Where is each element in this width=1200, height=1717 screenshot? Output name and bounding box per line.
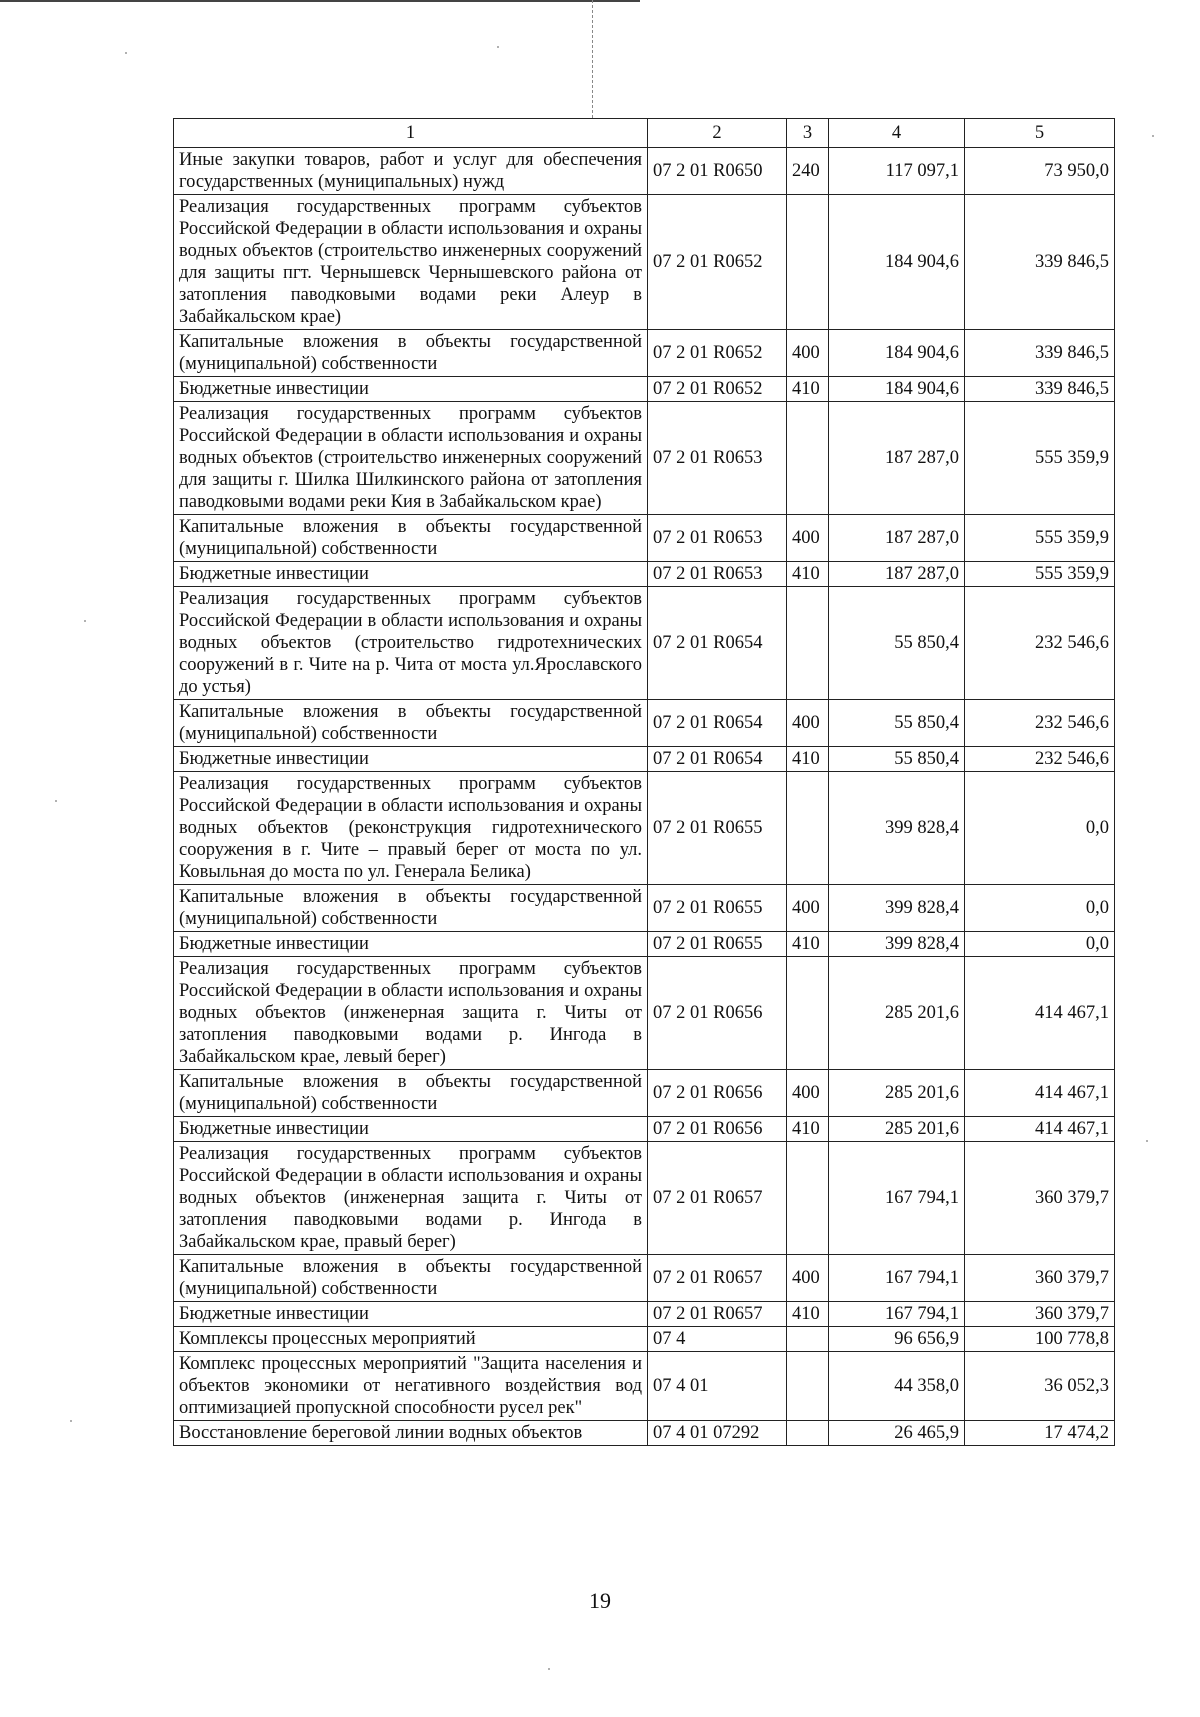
scan-speck: [55, 800, 57, 802]
scan-speck: [125, 52, 127, 54]
row-expense-type: 400: [787, 1070, 829, 1117]
row-name: Бюджетные инвестиции: [174, 562, 648, 587]
row-expense-type: [787, 772, 829, 885]
row-amount-col4: 55 850,4: [829, 587, 965, 700]
row-amount-col5: 0,0: [965, 932, 1115, 957]
row-amount-col5: 414 467,1: [965, 957, 1115, 1070]
row-amount-col4: 285 201,6: [829, 1117, 965, 1142]
row-amount-col5: 232 546,6: [965, 587, 1115, 700]
row-code: 07 2 01 R0655: [648, 932, 787, 957]
row-amount-col4: 44 358,0: [829, 1352, 965, 1421]
row-expense-type: 410: [787, 1302, 829, 1327]
row-name: Восстановление береговой линии водных объектов: [174, 1421, 648, 1446]
row-amount-col4: 184 904,6: [829, 195, 965, 330]
table-row: [174, 562, 1115, 587]
row-name: Капитальные вложения в объекты государственной (муниципальной) собственности: [174, 885, 648, 932]
row-code: 07 2 01 R0650: [648, 148, 787, 195]
budget-table: [173, 118, 1115, 1446]
row-amount-col5: 555 359,9: [965, 402, 1115, 515]
table-row: [174, 1117, 1115, 1142]
row-amount-col4: 285 201,6: [829, 1070, 965, 1117]
row-name: Капитальные вложения в объекты государственной (муниципальной) собственности: [174, 1070, 648, 1117]
row-expense-type: [787, 402, 829, 515]
header-col-4: 4: [829, 119, 965, 148]
table-row: [174, 1327, 1115, 1352]
row-code: 07 2 01 R0654: [648, 700, 787, 747]
row-name: Комплексы процессных мероприятий: [174, 1327, 648, 1352]
row-amount-col4: 117 097,1: [829, 148, 965, 195]
table-row: [174, 330, 1115, 377]
row-expense-type: 400: [787, 515, 829, 562]
row-amount-col5: 232 546,6: [965, 747, 1115, 772]
table-row: [174, 1302, 1115, 1327]
row-code: 07 2 01 R0652: [648, 195, 787, 330]
table-row: [174, 148, 1115, 195]
row-name: Бюджетные инвестиции: [174, 1302, 648, 1327]
row-name: Бюджетные инвестиции: [174, 377, 648, 402]
row-code: 07 2 01 R0652: [648, 330, 787, 377]
row-code: 07 2 01 R0653: [648, 402, 787, 515]
row-code: 07 2 01 R0653: [648, 562, 787, 587]
row-expense-type: [787, 957, 829, 1070]
row-amount-col5: 414 467,1: [965, 1070, 1115, 1117]
table-row: [174, 1255, 1115, 1302]
row-amount-col5: 73 950,0: [965, 148, 1115, 195]
table-row: [174, 747, 1115, 772]
table-row: [174, 1142, 1115, 1255]
table-row: [174, 1070, 1115, 1117]
row-expense-type: 410: [787, 932, 829, 957]
row-name: Реализация государственных программ субъектов Российской Федерации в области использования и охраны водных объектов (строительство гидротехнических сооружений в г. Чите на р. Чита от моста ул.Ярославского до устья): [174, 587, 648, 700]
table-row: [174, 195, 1115, 330]
row-name: Капитальные вложения в объекты государственной (муниципальной) собственности: [174, 1255, 648, 1302]
row-code: 07 4 01 07292: [648, 1421, 787, 1446]
header-col-3: 3: [787, 119, 829, 148]
row-code: 07 2 01 R0655: [648, 885, 787, 932]
row-amount-col5: 414 467,1: [965, 1117, 1115, 1142]
row-name: Реализация государственных программ субъектов Российской Федерации в области использования и охраны водных объектов (инженерная защита г. Читы от затопления паводковыми водами р. Ингода в Забайкальском крае, правый берег): [174, 1142, 648, 1255]
row-amount-col5: 360 379,7: [965, 1302, 1115, 1327]
row-expense-type: 410: [787, 377, 829, 402]
header-col-1: 1: [174, 119, 648, 148]
table-row: [174, 957, 1115, 1070]
header-col-2: 2: [648, 119, 787, 148]
row-expense-type: [787, 1352, 829, 1421]
row-expense-type: [787, 1142, 829, 1255]
row-amount-col4: 184 904,6: [829, 377, 965, 402]
row-amount-col4: 187 287,0: [829, 402, 965, 515]
row-amount-col5: 36 052,3: [965, 1352, 1115, 1421]
row-amount-col4: 187 287,0: [829, 562, 965, 587]
row-code: 07 2 01 R0656: [648, 1070, 787, 1117]
scan-speck: [548, 1668, 550, 1670]
scan-speck: [497, 46, 499, 48]
row-code: 07 2 01 R0656: [648, 957, 787, 1070]
row-expense-type: [787, 587, 829, 700]
table-row: [174, 587, 1115, 700]
table-row: [174, 402, 1115, 515]
scan-edge-line: [0, 0, 640, 2]
row-code: 07 2 01 R0656: [648, 1117, 787, 1142]
row-name: Реализация государственных программ субъектов Российской Федерации в области использования и охраны водных объектов (строительство инженерных сооружений для защиты г. Шилка Шилкинского района от затопления паводковыми водами реки Кия в Забайкальском крае): [174, 402, 648, 515]
row-name: Капитальные вложения в объекты государственной (муниципальной) собственности: [174, 330, 648, 377]
row-code: 07 4 01: [648, 1352, 787, 1421]
row-amount-col5: 0,0: [965, 885, 1115, 932]
table-row: [174, 377, 1115, 402]
page-number: 19: [589, 1588, 611, 1613]
row-name: Реализация государственных программ субъектов Российской Федерации в области использования и охраны водных объектов (инженерная защита г. Читы от затопления паводковыми водами р. Ингода в Забайкальском крае, левый берег): [174, 957, 648, 1070]
row-amount-col5: 0,0: [965, 772, 1115, 885]
row-amount-col4: 285 201,6: [829, 957, 965, 1070]
row-expense-type: [787, 1327, 829, 1352]
row-name: Капитальные вложения в объекты государственной (муниципальной) собственности: [174, 515, 648, 562]
row-amount-col5: 17 474,2: [965, 1421, 1115, 1446]
row-amount-col4: 399 828,4: [829, 932, 965, 957]
row-name: Бюджетные инвестиции: [174, 747, 648, 772]
row-amount-col5: 100 778,8: [965, 1327, 1115, 1352]
row-code: 07 2 01 R0657: [648, 1255, 787, 1302]
table-row: [174, 515, 1115, 562]
row-code: 07 4: [648, 1327, 787, 1352]
row-expense-type: [787, 195, 829, 330]
table-header-row: [174, 119, 1115, 148]
row-amount-col4: 399 828,4: [829, 772, 965, 885]
row-amount-col5: 339 846,5: [965, 377, 1115, 402]
row-name: Иные закупки товаров, работ и услуг для обеспечения государственных (муниципальных) нужд: [174, 148, 648, 195]
row-amount-col4: 167 794,1: [829, 1142, 965, 1255]
row-code: 07 2 01 R0653: [648, 515, 787, 562]
table-row: [174, 885, 1115, 932]
row-code: 07 2 01 R0657: [648, 1302, 787, 1327]
row-expense-type: 400: [787, 885, 829, 932]
scan-speck: [84, 620, 86, 622]
row-amount-col4: 55 850,4: [829, 747, 965, 772]
row-amount-col4: 399 828,4: [829, 885, 965, 932]
header-col-5: 5: [965, 119, 1115, 148]
row-expense-type: 410: [787, 747, 829, 772]
row-expense-type: 410: [787, 562, 829, 587]
table-row: [174, 932, 1115, 957]
row-amount-col5: 339 846,5: [965, 195, 1115, 330]
row-amount-col4: 167 794,1: [829, 1255, 965, 1302]
row-amount-col5: 360 379,7: [965, 1142, 1115, 1255]
row-name: Бюджетные инвестиции: [174, 932, 648, 957]
row-amount-col5: 360 379,7: [965, 1255, 1115, 1302]
table-row: [174, 1421, 1115, 1446]
row-expense-type: [787, 1421, 829, 1446]
row-code: 07 2 01 R0654: [648, 587, 787, 700]
row-expense-type: 400: [787, 700, 829, 747]
row-amount-col4: 26 465,9: [829, 1421, 965, 1446]
row-name: Капитальные вложения в объекты государственной (муниципальной) собственности: [174, 700, 648, 747]
table-row: [174, 700, 1115, 747]
row-expense-type: 400: [787, 1255, 829, 1302]
scan-fold-line: [592, 0, 593, 118]
row-expense-type: 400: [787, 330, 829, 377]
table-row: [174, 772, 1115, 885]
scan-speck: [70, 1420, 72, 1422]
scan-speck: [1146, 1140, 1148, 1142]
row-code: 07 2 01 R0654: [648, 747, 787, 772]
scan-speck: [1152, 135, 1154, 137]
row-code: 07 2 01 R0655: [648, 772, 787, 885]
row-name: Реализация государственных программ субъектов Российской Федерации в области использования и охраны водных объектов (реконструкция гидротехнического сооружения в г. Чите – правый берег от моста по ул. Ковыльная до моста по ул. Генерала Белика): [174, 772, 648, 885]
row-amount-col5: 232 546,6: [965, 700, 1115, 747]
table-row: [174, 1352, 1115, 1421]
row-name: Реализация государственных программ субъектов Российской Федерации в области использования и охраны водных объектов (строительство инженерных сооружений для защиты пгт. Чернышевск Чернышевского района от затопления паводковыми водами реки Алеур в Забайкальском крае): [174, 195, 648, 330]
row-amount-col4: 96 656,9: [829, 1327, 965, 1352]
row-code: 07 2 01 R0652: [648, 377, 787, 402]
row-code: 07 2 01 R0657: [648, 1142, 787, 1255]
row-name: Бюджетные инвестиции: [174, 1117, 648, 1142]
row-amount-col5: 555 359,9: [965, 562, 1115, 587]
row-amount-col5: 555 359,9: [965, 515, 1115, 562]
row-amount-col5: 339 846,5: [965, 330, 1115, 377]
row-name: Комплекс процессных мероприятий "Защита населения и объектов экономики от негативного воздействия вод оптимизацией пропускной способности русел рек": [174, 1352, 648, 1421]
row-expense-type: 410: [787, 1117, 829, 1142]
row-expense-type: 240: [787, 148, 829, 195]
row-amount-col4: 167 794,1: [829, 1302, 965, 1327]
row-amount-col4: 184 904,6: [829, 330, 965, 377]
row-amount-col4: 187 287,0: [829, 515, 965, 562]
row-amount-col4: 55 850,4: [829, 700, 965, 747]
